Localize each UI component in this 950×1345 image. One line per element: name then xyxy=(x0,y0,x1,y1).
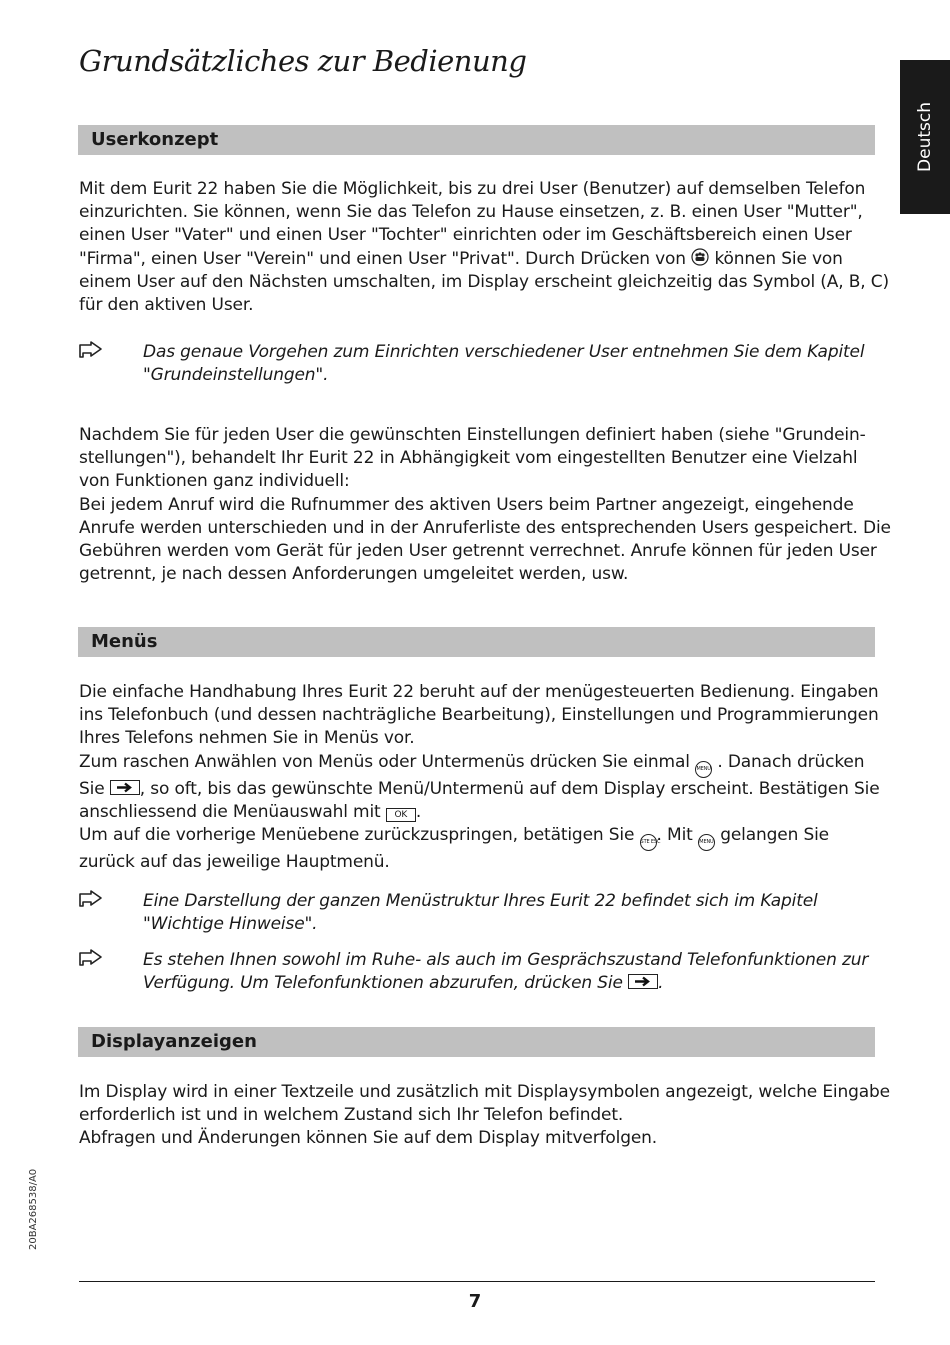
note-line: Das genaue Vorgehen zum Einrichten verschiedener User entnehmen Sie dem Kapitel xyxy=(143,342,865,362)
text-fragment: Zum raschen Anwählen von Menüs oder Untermenüs drücken Sie einmal xyxy=(79,751,690,772)
text-fragment: gelangen Sie xyxy=(720,825,829,846)
section-heading: Displayanzeigen xyxy=(91,1031,257,1052)
text-line: von Funktionen ganz individuell: xyxy=(79,471,350,492)
text-line: Bei jedem Anruf wird die Rufnummer des aktiven Users beim Partner angezeigt, eingehende xyxy=(79,494,854,515)
text-line: getrennt, je nach dessen Anforderungen umgeleitet werden, usw. xyxy=(79,564,629,585)
language-tab xyxy=(900,60,950,214)
text-line: einzurichten. Sie können, wenn Sie das Telefon zu Hause einsetzen, z. B. einen User "Mutter", xyxy=(79,202,863,223)
arrow-right-key-icon xyxy=(628,974,658,989)
note-line: "Wichtige Hinweise". xyxy=(143,914,318,935)
text-line: stellungen"), behandelt Ihr Eurit 22 in Abhängigkeit vom eingestellten Benutzer eine Vielzahl xyxy=(79,448,858,469)
text-fragment: "Firma", einen User "Verein" und einen User "Privat". Durch Drücken von xyxy=(79,248,686,269)
text-line: erforderlich ist und in welchem Zustand sich Ihr Telefon befindet. xyxy=(79,1105,624,1126)
text-line: einem User auf den Nächsten umschalten, im Display erscheint gleichzeitig das Symbol (A, B, C) xyxy=(79,271,889,292)
text-line: Die einfache Handhabung Ihres Eurit 22 beruht auf der menügesteuerten Bedienung. Eingaben xyxy=(79,682,879,702)
text-fragment: . xyxy=(415,801,422,822)
section-heading: Menüs xyxy=(91,631,158,652)
text-fragment: können Sie von xyxy=(714,248,843,269)
arrow-right-key-icon xyxy=(110,780,140,795)
text-line xyxy=(79,751,879,778)
section-header-menus xyxy=(78,627,875,657)
text-fragment: Sie xyxy=(79,778,105,799)
text-fragment: anschliessend die Menüauswahl mit xyxy=(79,801,381,822)
page-title: Grundsätzliches zur Bedienung xyxy=(79,44,527,78)
text-line xyxy=(79,248,879,271)
ok-key-icon: OK xyxy=(386,808,416,822)
hand-pointer-icon xyxy=(79,949,103,969)
text-fragment: , so oft, bis das gewünschte Menü/Untermenü auf dem Display erscheint. Bestätigen Sie xyxy=(139,778,880,799)
text-line: ins Telefonbuch (und dessen nachträgliche Bearbeitung), Einstellungen und Programmierungen xyxy=(79,705,879,726)
esc-key-icon: STE ESC xyxy=(640,834,657,851)
user-key-icon xyxy=(691,248,709,266)
text-line: Anrufe werden unterschieden und in der Anruferliste des entsprechenden Users gespeichert. Die xyxy=(79,517,891,538)
hand-pointer-icon xyxy=(79,341,103,361)
text-line: Abfragen und Änderungen können Sie auf dem Display mitverfolgen. xyxy=(79,1128,658,1149)
document-code: 20BA268538/A0 xyxy=(28,1168,39,1250)
text-line xyxy=(79,778,879,801)
hand-pointer-icon xyxy=(79,890,103,910)
text-line xyxy=(79,801,879,824)
text-line: Mit dem Eurit 22 haben Sie die Möglichkeit, bis zu drei User (Benutzer) auf demselben Telefon xyxy=(79,179,866,199)
note-line: Es stehen Ihnen sowohl im Ruhe- als auch im Gesprächszustand Telefonfunktionen zur xyxy=(143,950,869,970)
menu-key-icon: MENU xyxy=(695,761,712,778)
section-heading: Userkonzept xyxy=(91,129,219,150)
text-line: für den aktiven User. xyxy=(79,295,254,316)
note-line: "Grundeinstellungen". xyxy=(143,365,329,386)
text-fragment: Verfügung. Um Telefonfunktionen abzurufen, drücken Sie xyxy=(143,973,623,994)
text-fragment: . xyxy=(658,973,664,994)
menus-paragraph xyxy=(79,681,879,874)
text-line: Im Display wird in einer Textzeile und zusätzlich mit Displaysymbolen angezeigt, welche Eingabe xyxy=(79,1082,890,1102)
section-header-userkonzept xyxy=(78,125,875,155)
displayanzeigen-paragraph xyxy=(79,1081,890,1151)
text-line: zurück auf das jeweilige Hauptmenü. xyxy=(79,852,390,873)
note-line: Eine Darstellung der ganzen Menüstruktur Ihres Eurit 22 befindet sich im Kapitel xyxy=(143,891,818,911)
text-fragment: Um auf die vorherige Menüebene zurückzuspringen, betätigen Sie xyxy=(79,825,635,846)
text-fragment: . Mit xyxy=(656,825,693,846)
text-fragment: . Danach drücken xyxy=(717,751,865,772)
userkonzept-paragraph-1 xyxy=(79,178,889,317)
text-line: Ihres Telefons nehmen Sie in Menüs vor. xyxy=(79,728,415,749)
userkonzept-paragraph-2 xyxy=(79,424,891,586)
menu-key-icon: MENU xyxy=(698,834,715,851)
note-line xyxy=(143,972,868,995)
text-line: Gebühren werden vom Gerät für jeden User getrennt verrechnet. Anrufe können für jeden User xyxy=(79,541,877,562)
section-header-displayanzeigen xyxy=(78,1027,875,1057)
language-tab-label: Deutsch xyxy=(915,102,935,172)
text-line: einen User "Vater" und einen User "Tochter" einrichten oder im Geschäftsbereich einen User xyxy=(79,225,852,246)
text-line: Nachdem Sie für jeden User die gewünschten Einstellungen definiert haben (siehe "Grundein- xyxy=(79,425,866,445)
page-number: 7 xyxy=(468,1291,482,1312)
text-line xyxy=(79,824,879,851)
footer-divider xyxy=(79,1281,875,1282)
